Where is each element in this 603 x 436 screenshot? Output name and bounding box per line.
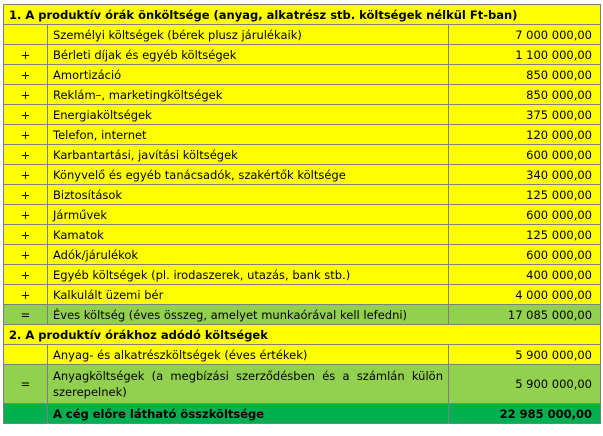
section1-header-row (4, 5, 601, 25)
row-label: Egyéb költségek (pl. irodaszerek, utazás, bank stb.) (48, 265, 449, 285)
section1-row (4, 45, 601, 65)
row-sign: + (4, 125, 48, 145)
section1-title: 1. A produktív órák önköltsége (anyag, alkatrész stb. költségek nélkül Ft-ban) (4, 5, 601, 25)
row-label: A cég előre látható összköltsége (48, 404, 449, 424)
section1-row (4, 205, 601, 225)
row-sign: + (4, 265, 48, 285)
row-sign: + (4, 245, 48, 265)
row-label: Anyag- és alkatrészköltségek (éves értékek) (48, 345, 449, 365)
row-sign: + (4, 225, 48, 245)
row-label: Biztosítások (48, 185, 449, 205)
row-sign (4, 404, 48, 424)
row-sign: + (4, 205, 48, 225)
section1-row (4, 65, 601, 85)
row-sign: + (4, 65, 48, 85)
section1-row (4, 105, 601, 125)
row-sign (4, 345, 48, 365)
section2-title: 2. A produktív órákhoz adódó költségek (4, 325, 601, 345)
section1-row (4, 125, 601, 145)
section2-header-row (4, 325, 601, 345)
row-sign: + (4, 85, 48, 105)
cost-table (3, 4, 601, 424)
row-value: 600 000,00 (449, 205, 601, 225)
row-value: 850 000,00 (449, 65, 601, 85)
row-value: 5 900 000,00 (449, 345, 601, 365)
row-sign: + (4, 145, 48, 165)
section2-total-row (4, 365, 601, 404)
row-value: 7 000 000,00 (449, 25, 601, 45)
row-label: Kalkulált üzemi bér (48, 285, 449, 305)
row-sign: + (4, 165, 48, 185)
row-label: Energiaköltségek (48, 105, 449, 125)
section1-total-row (4, 305, 601, 325)
row-sign: + (4, 45, 48, 65)
row-label: Könyvelő és egyéb tanácsadók, szakértők költsége (48, 165, 449, 185)
row-value: 1 100 000,00 (449, 45, 601, 65)
section1-row (4, 165, 601, 185)
row-label: Adók/járulékok (48, 245, 449, 265)
cost-table-container (3, 4, 600, 424)
row-sign: + (4, 105, 48, 125)
row-label: Karbantartási, javítási költségek (48, 145, 449, 165)
section1-row (4, 85, 601, 105)
grand-total-row (4, 404, 601, 424)
row-value: 4 000 000,00 (449, 285, 601, 305)
row-value: 120 000,00 (449, 125, 601, 145)
row-label: Személyi költségek (bérek plusz járulékaik) (48, 25, 449, 45)
row-label: Éves költség (éves összeg, amelyet munkaórával kell lefedni) (48, 305, 449, 325)
row-sign: = (4, 365, 48, 404)
row-label: Amortizáció (48, 65, 449, 85)
section1-row (4, 265, 601, 285)
section1-row (4, 145, 601, 165)
row-value: 5 900 000,00 (449, 365, 601, 404)
row-value: 600 000,00 (449, 245, 601, 265)
row-value: 850 000,00 (449, 85, 601, 105)
row-label: Anyagköltségek (a megbízási szerződésben és a számlán külön szerepelnek) (48, 365, 449, 404)
section1-row (4, 225, 601, 245)
row-value: 375 000,00 (449, 105, 601, 125)
row-label: Telefon, internet (48, 125, 449, 145)
row-sign: + (4, 285, 48, 305)
section2-row (4, 345, 601, 365)
row-label: Kamatok (48, 225, 449, 245)
row-value: 125 000,00 (449, 185, 601, 205)
row-sign (4, 25, 48, 45)
row-value: 125 000,00 (449, 225, 601, 245)
section1-row (4, 285, 601, 305)
row-value: 340 000,00 (449, 165, 601, 185)
row-label: Reklám–, marketingköltségek (48, 85, 449, 105)
row-value: 600 000,00 (449, 145, 601, 165)
row-value: 22 985 000,00 (449, 404, 601, 424)
row-value: 400 000,00 (449, 265, 601, 285)
row-sign: = (4, 305, 48, 325)
section1-row (4, 25, 601, 45)
section1-row (4, 185, 601, 205)
section1-row (4, 245, 601, 265)
row-sign: + (4, 185, 48, 205)
row-label: Járművek (48, 205, 449, 225)
row-label: Bérleti díjak és egyéb költségek (48, 45, 449, 65)
row-value: 17 085 000,00 (449, 305, 601, 325)
